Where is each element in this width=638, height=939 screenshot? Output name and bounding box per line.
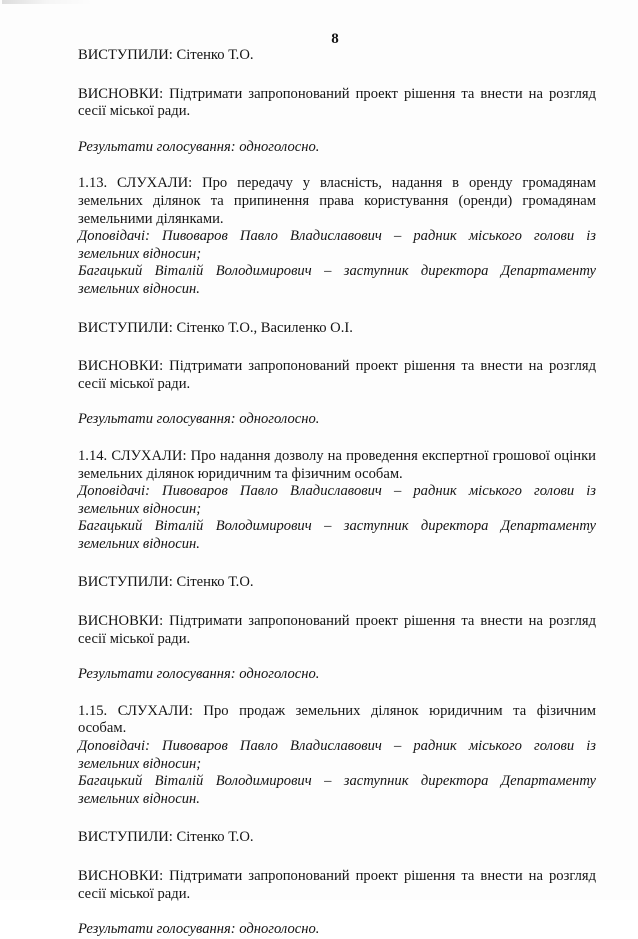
heard-block [78, 175, 596, 228]
speakers-line: ВИСТУПИЛИ: Сітенко Т.О. [78, 829, 254, 846]
document-body [78, 47, 596, 939]
heard-line: 1.15. СЛУХАЛИ: Про продаж земельних ділянок юридичним та фізичним [78, 702, 596, 719]
speakers-line: ВИСТУПИЛИ: Сітенко Т.О. [78, 47, 254, 63]
reporter-line: земельних відносин. [78, 280, 200, 297]
conclusion-block [78, 868, 596, 903]
speakers-line: ВИСТУПИЛИ: Сітенко Т.О. [78, 574, 254, 591]
reporters-block [78, 228, 596, 298]
reporter-line: земельних відносин. [78, 535, 200, 552]
item-1-14 [78, 448, 596, 684]
reporter-line: Доповідачі: Пивоваров Павло Владиславович – радник міського голови із [78, 738, 596, 755]
reporter-line: Багацький Віталій Володимирович – заступник директора Департаменту [78, 518, 596, 535]
heard-line: земельних ділянок та припинення права користування (оренди) громадянам [78, 192, 596, 209]
speakers-line: ВИСТУПИЛИ: Сітенко Т.О., Василенко О.І. [78, 319, 353, 336]
reporter-line: земельних відносин. [78, 790, 200, 807]
conclusion-line: ВИСНОВКИ: Підтримати запропонований проект рішення та внести на розгляд [78, 868, 596, 884]
conclusion-block [78, 86, 596, 121]
conclusion-block [78, 358, 596, 393]
heard-line: земельних ділянок юридичним та фізичним особам. [78, 465, 403, 482]
reporter-line: Доповідачі: Пивоваров Павло Владиславович – радник міського голови із [78, 483, 596, 500]
reporter-line: Доповідачі: Пивоваров Павло Владиславович – радник міського голови із [78, 228, 596, 245]
conclusion-line: сесії міської ради. [78, 885, 191, 902]
vote-result: Результати голосування: одноголосно. [78, 411, 320, 428]
reporter-line: земельних відносин; [78, 500, 202, 517]
item-1-15 [78, 703, 596, 939]
conclusion-line: сесії міської ради. [78, 630, 191, 647]
heard-block [78, 448, 596, 483]
reporter-line: Багацький Віталій Володимирович – заступник директора Департаменту [78, 263, 596, 280]
conclusion-line: сесії міської ради. [78, 375, 191, 392]
conclusion-line: ВИСНОВКИ: Підтримати запропонований проект рішення та внести на розгляд [78, 358, 596, 375]
reporter-line: земельних відносин; [78, 245, 202, 262]
conclusion-line: ВИСНОВКИ: Підтримати запропонований проект рішення та внести на розгляд [78, 613, 596, 630]
heard-line: 1.13. СЛУХАЛИ: Про передачу у власність, надання в оренду громадянам [78, 175, 596, 192]
heard-line: особам. [78, 720, 127, 737]
reporter-line: земельних відносин; [78, 755, 202, 772]
vote-result: Результати голосування: одноголосно. [78, 138, 320, 155]
heard-line: земельними ділянками. [78, 210, 224, 227]
reporters-block [78, 738, 596, 808]
vote-result: Результати голосування: одноголосно. [78, 666, 320, 683]
vote-result: Результати голосування: одноголосно. [78, 921, 320, 938]
conclusion-block [78, 613, 596, 648]
page-number: 8 [331, 31, 339, 47]
conclusion-line: ВИСНОВКИ: Підтримати запропонований проект рішення та внести на розгляд [78, 85, 596, 102]
scan-smudge [2, 0, 92, 4]
item-1-13 [78, 175, 596, 429]
reporter-line: Багацький Віталій Володимирович – заступник директора Департаменту [78, 773, 596, 790]
conclusion-line: сесії міської ради. [78, 103, 191, 120]
item-1-12-tail [78, 47, 596, 156]
heard-line: 1.14. СЛУХАЛИ: Про надання дозволу на проведення експертної грошової оцінки [78, 447, 596, 464]
reporters-block [78, 483, 596, 553]
heard-block [78, 703, 596, 738]
